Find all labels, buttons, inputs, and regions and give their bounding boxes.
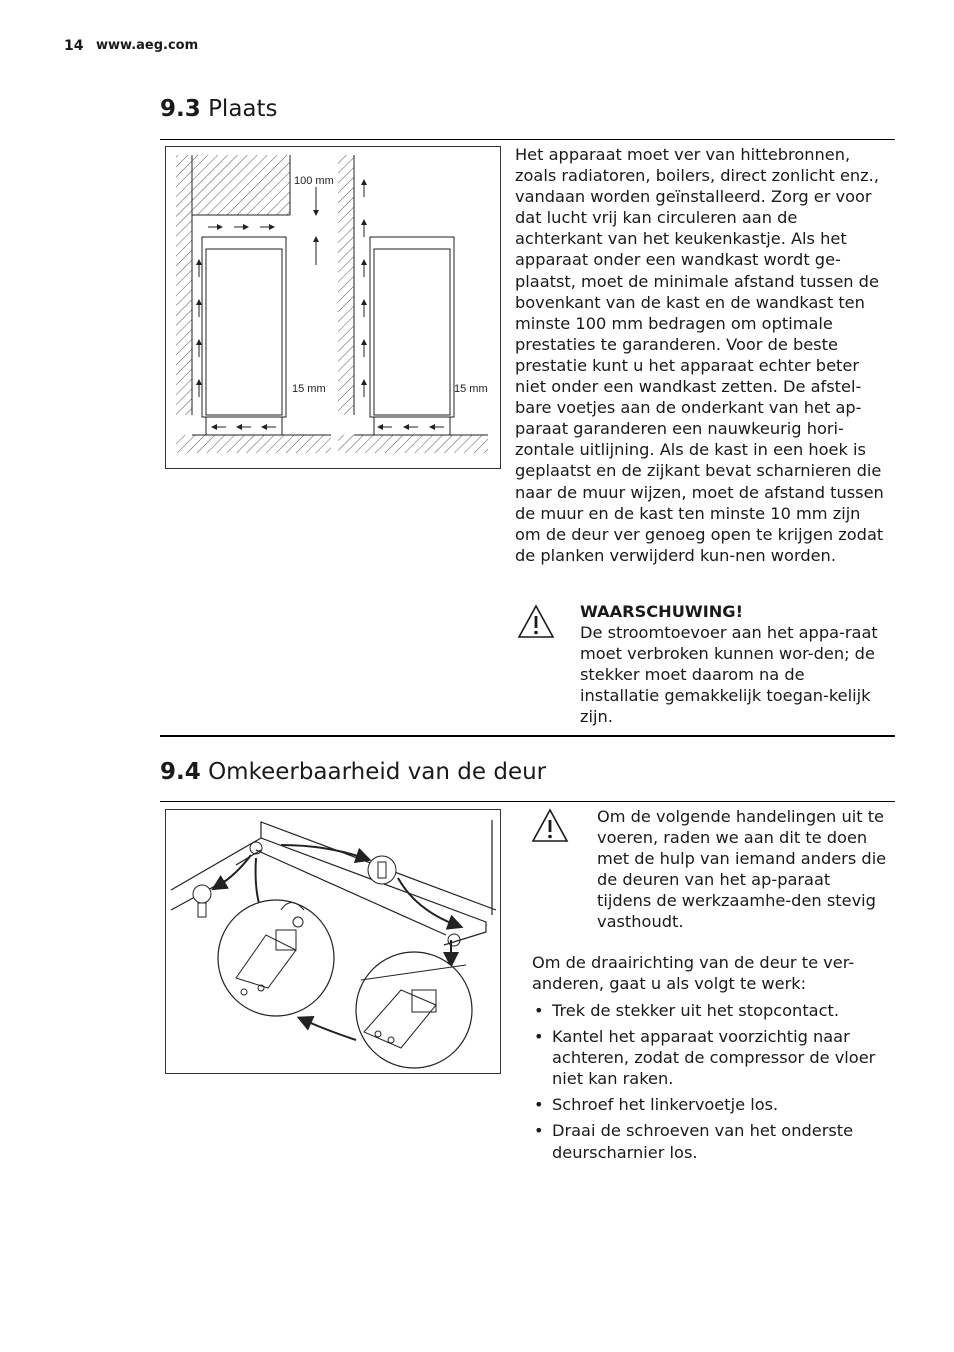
warning-title: WAARSCHUWING! bbox=[580, 602, 743, 621]
caution-triangle-icon bbox=[531, 808, 569, 844]
appliance-right bbox=[370, 237, 454, 417]
appliance-left bbox=[202, 237, 286, 417]
door-reversal-diagram bbox=[166, 810, 500, 1073]
section-title: Omkeerbaarheid van de deur bbox=[208, 759, 547, 785]
list-item: • Schroef het linkervoetje los. bbox=[532, 1094, 887, 1115]
placement-body-text: Het apparaat moet ver van hittebronnen, zoals radiatoren, boilers, direct zonlicht enz., vandaan worden geïnstalleerd. Zorg er voor dat lucht vrij kan circuleren aan de achterkant van het keukenkastje. Als het apparaat onder een wandkast wordt ge-plaatst, moet de minimale afstand tussen de bovenkant van de kast en de wandkast ten minste 100 mm bedragen om optimale prestaties te garanderen. Voor de beste prestatie kunt u het apparaat echter beter niet onder een wandkast zetten. De afstel-bare voetjes aan de onderkant van het ap-paraat garanderen een nauwkeurig hori-zontale uitlijning. Als de kast in een hoek is geplaatst en de zijkant bevat scharnieren die naar de muur wijzen, moet de afstand tussen de muur en de kast ten minste 10 mm zijn om de deur ver genoeg open te krijgen zodat de planken verwijderd kun-nen worden. bbox=[515, 145, 884, 565]
floor-hatch-left bbox=[176, 435, 331, 453]
section-rule-bottom bbox=[160, 735, 895, 737]
warning-block bbox=[580, 601, 880, 728]
dimension-label: 15 mm bbox=[292, 383, 326, 395]
dimension-label: 15 mm bbox=[454, 383, 488, 395]
hinge-detail-circle bbox=[356, 952, 472, 1068]
airflow-arrows-left bbox=[199, 227, 276, 427]
wall-hatch-right bbox=[338, 155, 354, 415]
door-reversal-steps bbox=[532, 1000, 887, 1168]
section-heading-9-4 bbox=[160, 759, 546, 785]
section-number: 9.4 bbox=[160, 759, 201, 785]
section-heading-9-3 bbox=[160, 96, 278, 122]
appliance-underside bbox=[171, 820, 496, 945]
door-reversal-intro: Om de draairichting van de deur te ver-anderen, gaat u als volgt te werk: bbox=[532, 953, 855, 994]
wall-hatch-left bbox=[176, 155, 192, 415]
door-reversal-figure bbox=[165, 809, 501, 1074]
placement-diagram bbox=[166, 147, 500, 468]
placement-figure bbox=[165, 146, 501, 469]
wall-cabinet-hatch bbox=[192, 155, 290, 215]
caution-text: Om de volgende handelingen uit te voeren, raden we aan dit te doen met de hulp van iemand anders die de deuren van het ap-paraat tijdens de werkzaamhe-den stevig vasthoudt. bbox=[597, 807, 887, 932]
screw-icon bbox=[368, 856, 396, 884]
floor-hatch-right bbox=[338, 435, 488, 453]
section-rule-top bbox=[160, 139, 895, 140]
appliance-left-door bbox=[206, 249, 282, 415]
page-number: 14 bbox=[64, 38, 84, 54]
list-item: • Draai de schroeven van het onderste deurscharnier los. bbox=[532, 1120, 887, 1162]
warning-text: De stroomtoevoer aan het appa-raat moet verbroken kunnen wor-den; de stekker moet daarom na de installatie gemakkelijk toegan-kelijk zijn. bbox=[580, 623, 878, 727]
hinge-detail-circle bbox=[218, 900, 334, 1016]
section-rule-top bbox=[160, 801, 895, 802]
hole-marker bbox=[250, 842, 262, 854]
section-title: Plaats bbox=[208, 96, 278, 122]
airflow-arrows-right bbox=[364, 182, 444, 427]
website-url: www.aeg.com bbox=[96, 38, 199, 53]
dimension-label: 100 mm bbox=[294, 175, 334, 187]
list-item: • Kantel het apparaat voorzichtig naar achteren, zodat de compressor de vloer niet kan raken. bbox=[532, 1026, 887, 1089]
list-item: • Trek de stekker uit het stopcontact. bbox=[532, 1000, 887, 1021]
screw-icon bbox=[193, 885, 211, 917]
appliance-right-door bbox=[374, 249, 450, 415]
warning-triangle-icon bbox=[517, 604, 555, 640]
section-number: 9.3 bbox=[160, 96, 201, 122]
